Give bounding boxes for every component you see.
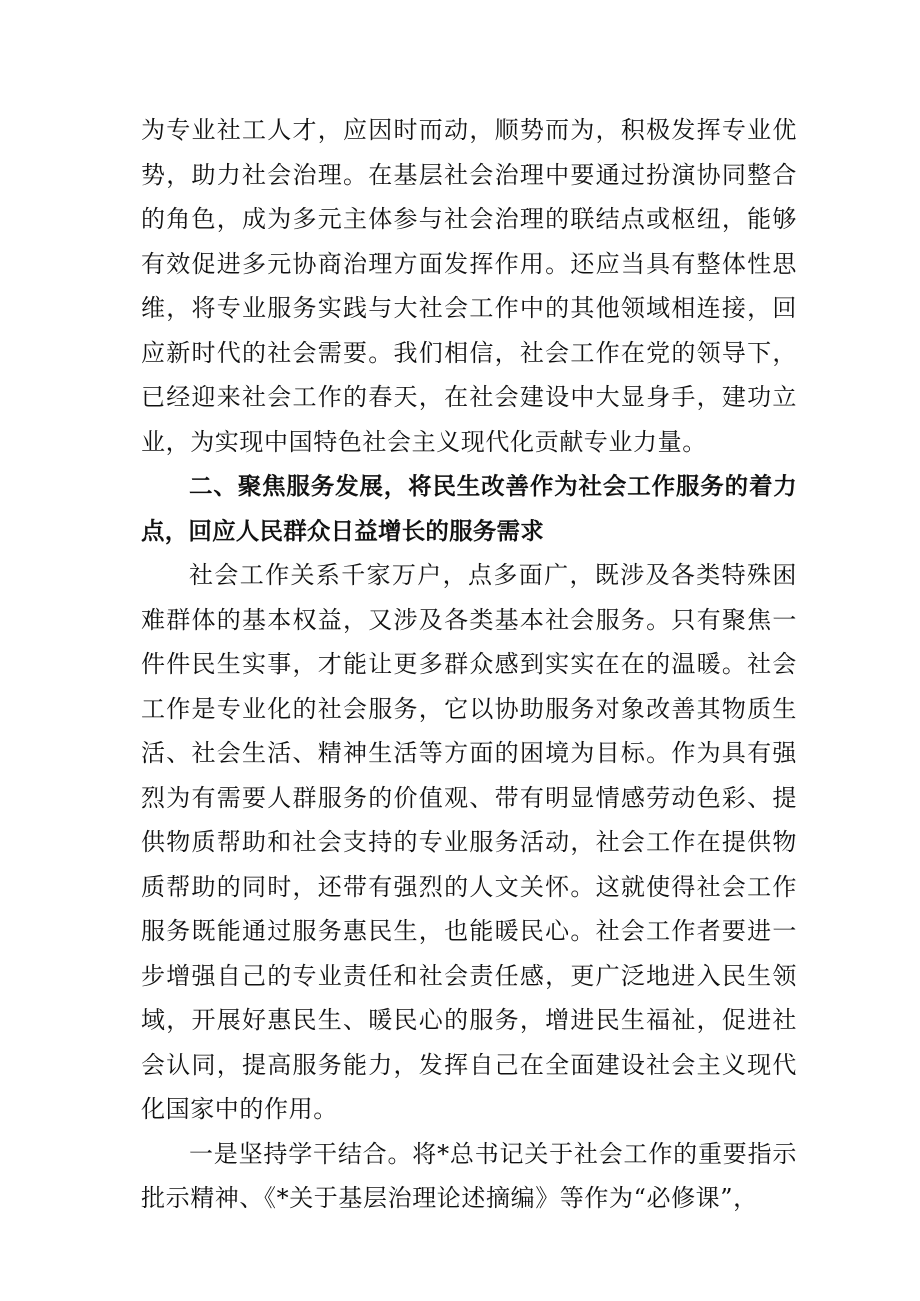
paragraph-continuation: 为专业社工人才，应因时而动，顺势而为，积极发挥专业优势，助力社会治理。在基层社会治理中要通过扮演协同整合的角色，成为多元主体参与社会治理的联结点或枢纽，能够有效促进多元协商治理方面发挥作用。还应当具有整体性思维，将专业服务实践与大社会工作中的其他领域相连接，回应新时代的社会需要。我们相信，社会工作在党的领导下，已经迎来社会工作的春天，在社会建设中大显身手，建功立业，为实现中国特色社会主义现代化贡献专业力量。: [141, 116, 797, 456]
section-heading: 二、聚焦服务发展，将民生改善作为社会工作服务的着力点，回应人民群众日益增长的服务需求: [141, 472, 797, 545]
paragraph-service-development: 社会工作关系千家万户，点多面广，既涉及各类特殊困难群体的基本权益，又涉及各类基本社会服务。只有聚焦一件件民生实事，才能让更多群众感到实实在在的温暖。社会工作是专业化的社会服务，它以协助服务对象改善其物质生活、社会生活、精神生活等方面的困境为目标。作为具有强烈为有需要人群服务的价值观、带有明显情感劳动色彩、提供物质帮助和社会支持的专业服务活动，社会工作在提供物质帮助的同时，还带有强烈的人文关怀。这就使得社会工作服务既能通过服务惠民生，也能暖民心。社会工作者要进一步增强自己的专业责任和社会责任感，更广泛地进入民生领域，开展好惠民生、暖民心的服务，增进民生福祉，促进社会认同，提高服务能力，发挥自己在全面建设社会主义现代化国家中的作用。: [141, 561, 797, 1123]
document-body: [141, 108, 797, 1221]
paragraph-study-and-work: 一是坚持学干结合。将*总书记关于社会工作的重要指示批示精神、《*关于基层治理论述摘编》等作为“必修课”，: [141, 1139, 797, 1212]
